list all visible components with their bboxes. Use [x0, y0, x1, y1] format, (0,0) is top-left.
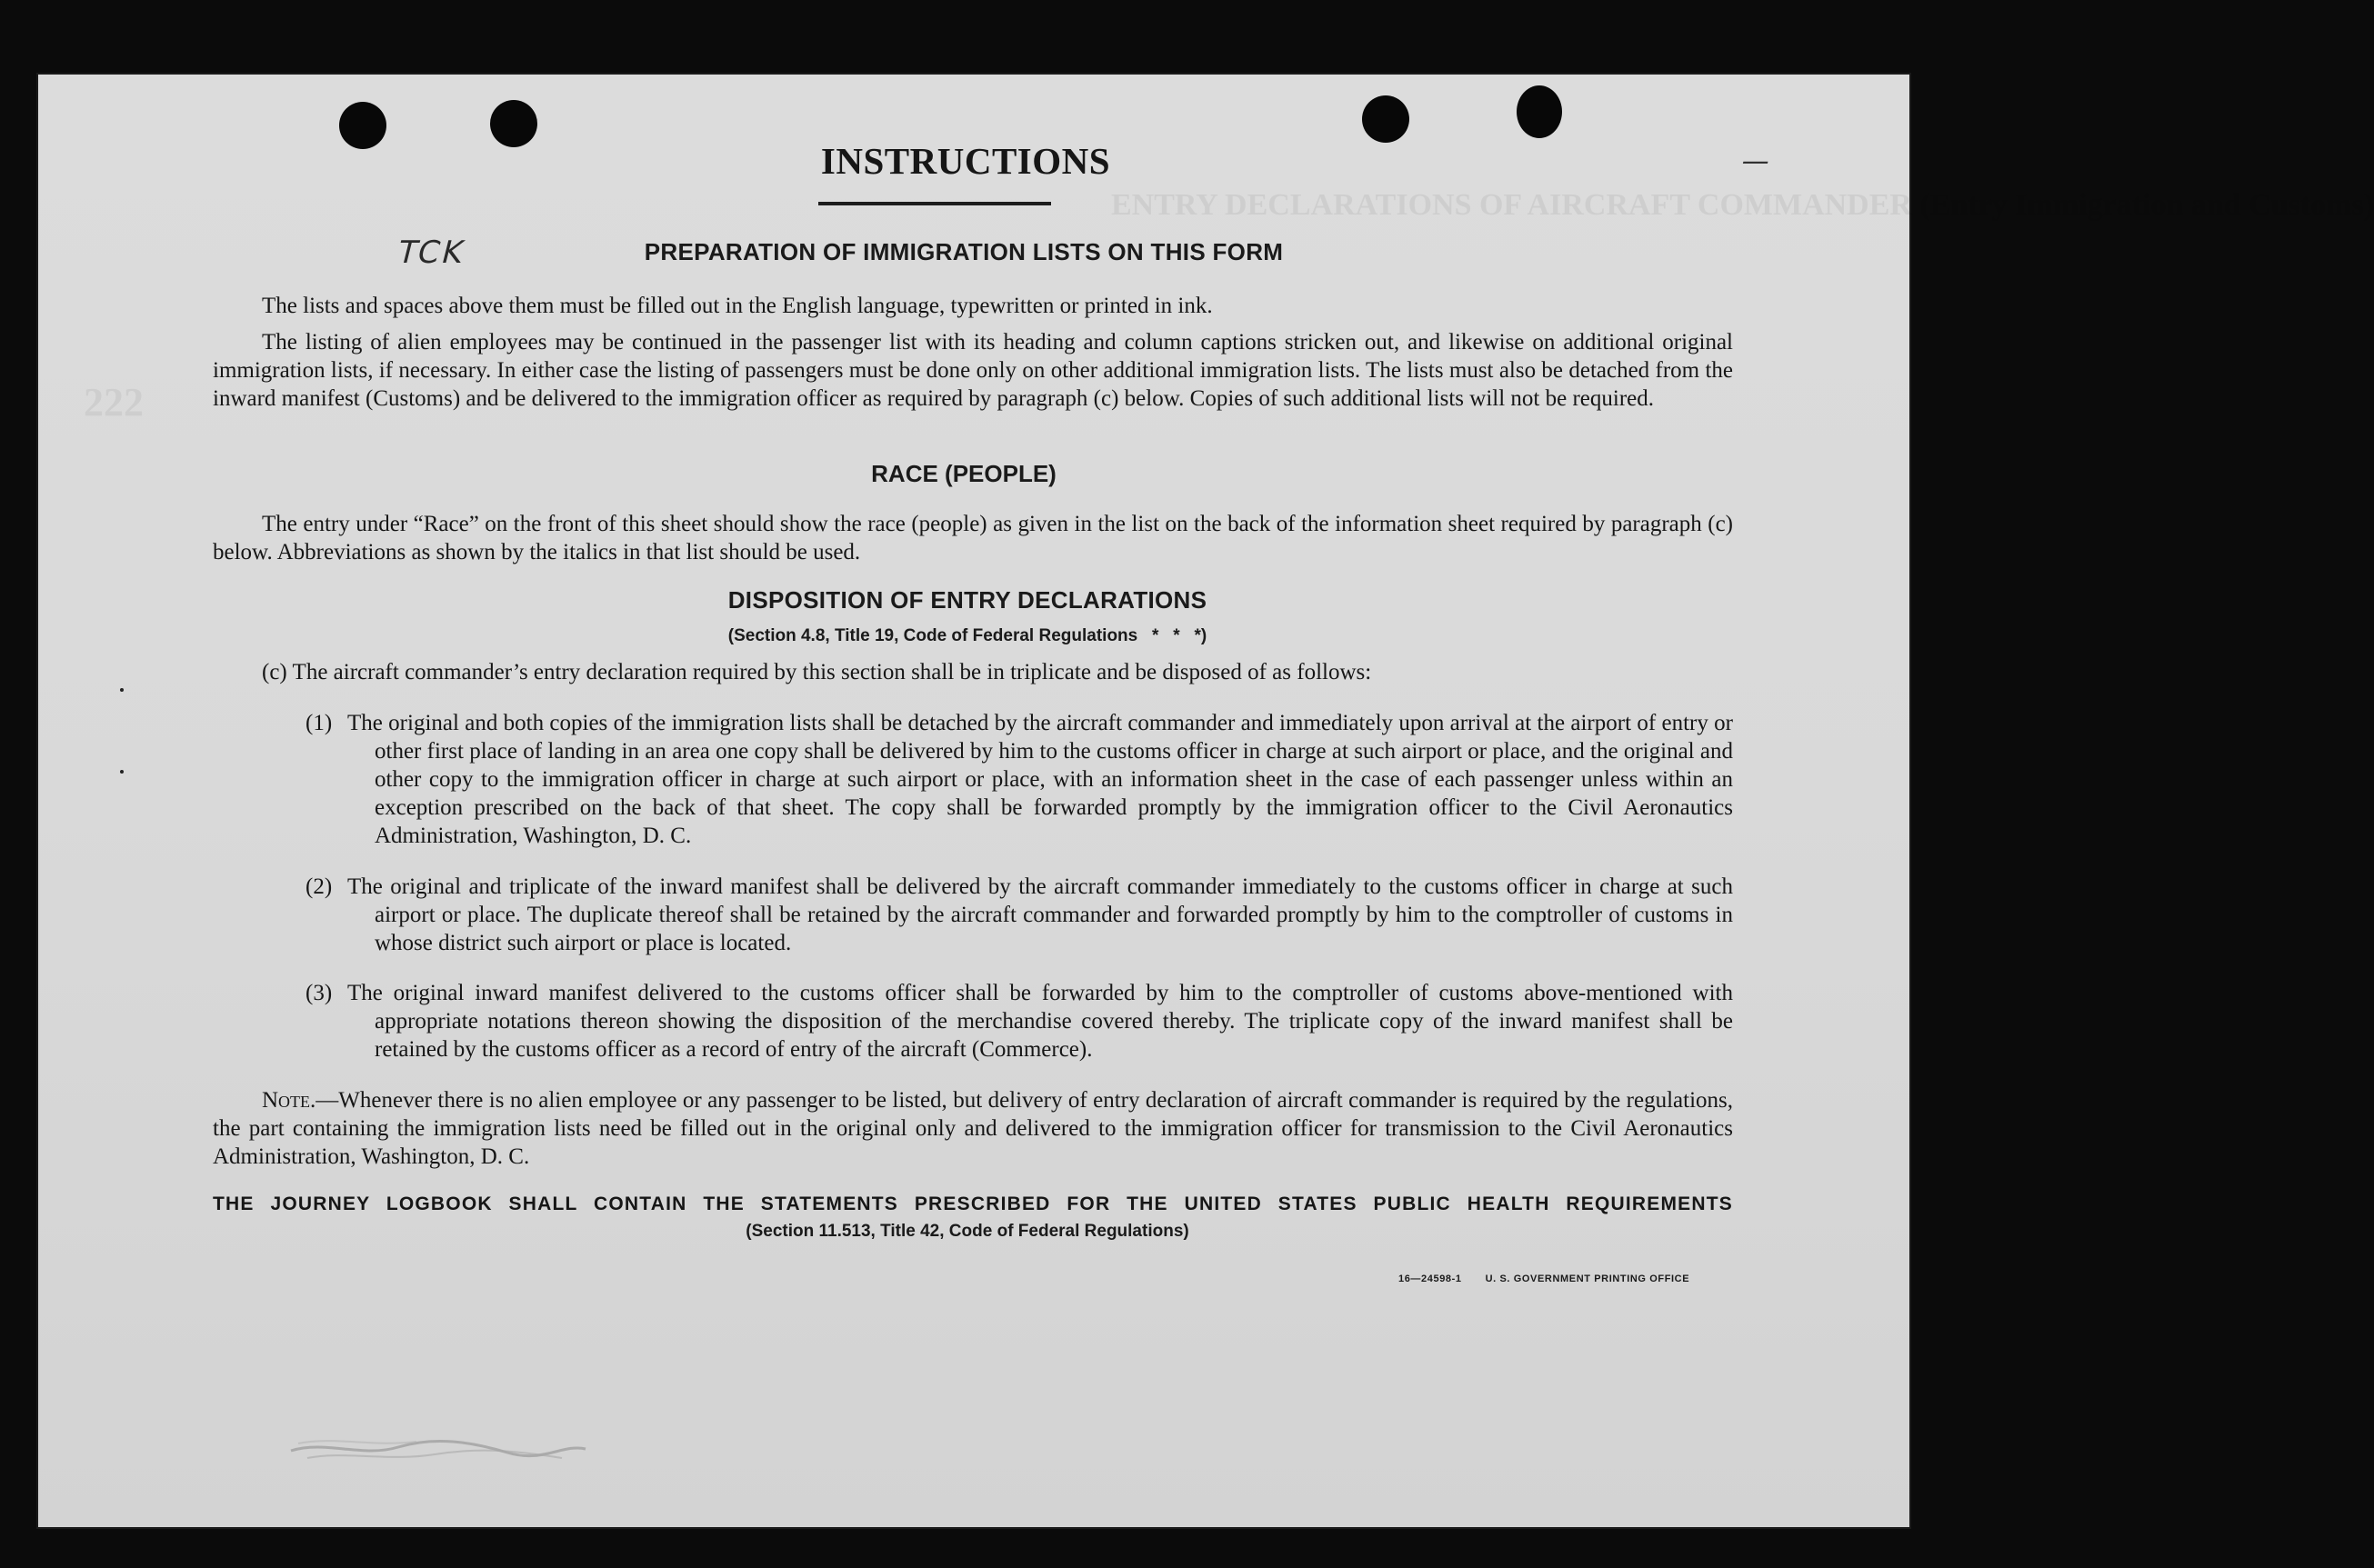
- handwritten-mark: TCK: [394, 235, 470, 271]
- printer-imprint: [1398, 1273, 1689, 1284]
- note-label: Note.: [262, 1088, 316, 1113]
- bleed-through-text: ENTRY DECLARATIONS OF AIRCRAFT COMMANDER (Entry Immigration and Customs): [1111, 188, 2374, 222]
- ink-smudge: [289, 1434, 589, 1465]
- form-number: 16—24598-1: [1398, 1273, 1462, 1284]
- corner-mark: —: [1738, 145, 1777, 177]
- dust-speck: [120, 770, 124, 774]
- section-subheading-disposition: (Section 4.8, Title 19, Code of Federal Regulations * * *): [727, 626, 1207, 645]
- paragraph-race: The entry under “Race” on the front of this sheet should show the race (people) as given in the list on the back of the information sheet required by paragraph (c) below. Abbreviations as shown by the italics in that list should be used.: [213, 512, 1733, 564]
- list-item-disposition-2: (2) The original and triplicate of the inward manifest shall be delivered by the aircraft commander immediately to the customs officer in charge at such airport or place. The duplicate thereof shall be retained by the aircraft commander and forwarded promptly by him to the comptroller of customs in whose district such airport or place is located.: [306, 874, 1733, 955]
- section-heading-race: RACE (PEOPLE): [871, 460, 1057, 487]
- page-title: INSTRUCTIONS: [820, 140, 1111, 182]
- journey-logbook-statement: THE JOURNEY LOGBOOK SHALL CONTAIN THE STATEMENTS PRESCRIBED FOR THE UNITED STATES PUBLIC HEALTH REQUIREMENTS: [213, 1193, 1733, 1214]
- list-item-disposition-3: (3) The original inward manifest delivered to the customs officer shall be forwarded by him to the comptroller of customs above-mentioned with appropriate notations thereon showing the disposition of the merchandise covered thereby. The triplicate copy of the inward manifest shall be retained by the customs officer as a record of entry of the aircraft (Commerce).: [306, 981, 1733, 1062]
- printing-office: U. S. GOVERNMENT PRINTING OFFICE: [1485, 1273, 1690, 1284]
- dust-speck: [120, 688, 124, 692]
- list-item-number: (3): [306, 981, 333, 1005]
- section-heading-disposition: DISPOSITION OF ENTRY DECLARATIONS: [727, 586, 1207, 614]
- list-item-number: (1): [306, 711, 333, 735]
- punch-hole: [1517, 85, 1562, 138]
- journey-logbook-citation: (Section 11.513, Title 42, Code of Federal Regulations): [746, 1222, 1189, 1241]
- title-underline: [818, 202, 1051, 205]
- paragraph-disposition-intro: (c) The aircraft commander’s entry declaration required by this section shall be in triplicate and be disposed of as follows:: [262, 660, 1372, 684]
- paragraph-english-requirement: The lists and spaces above them must be filled out in the English language, typewritten or printed in ink.: [262, 294, 1213, 318]
- section-heading-preparation: PREPARATION OF IMMIGRATION LISTS ON THIS FORM: [644, 238, 1284, 265]
- list-item-number: (2): [306, 874, 333, 899]
- paragraph-note: Note.—Whenever there is no alien employee or any passenger to be listed, but delivery of entry declaration of aircraft commander is required by the regulations, the part containing the immigration lists need be filled out in the original only and delivered to the immigration officer for transmission to the Civil Aeronautics Administration, Washington, D. C.: [213, 1088, 1733, 1169]
- punch-hole: [1362, 95, 1409, 143]
- bleed-through-number: 222: [84, 380, 144, 424]
- list-item-disposition-1: (1) The original and both copies of the immigration lists shall be detached by the aircraft commander and immediately upon arrival at the airport of entry or other first place of landing in an area one copy shall be delivered by him to the customs officer in charge at such airport or place, and the original and other copy to the immigration officer in charge at such airport or place, with an information sheet in the case of each passenger unless within an exception prescribed on the back of that sheet. The copy shall be forwarded promptly by the immigration officer to the Civil Aeronautics Administration, Washington, D. C.: [306, 711, 1733, 848]
- paragraph-alien-employees: The listing of alien employees may be continued in the passenger list with its heading and column captions stricken out, and likewise on additional original immigration lists, if necessary. In either case the listing of passengers must be done only on other additional immigration lists. The lists must also be detached from the inward manifest (Customs) and be delivered to the immigration officer as required by paragraph (c) below. Copies of such additional lists will not be required.: [213, 330, 1733, 411]
